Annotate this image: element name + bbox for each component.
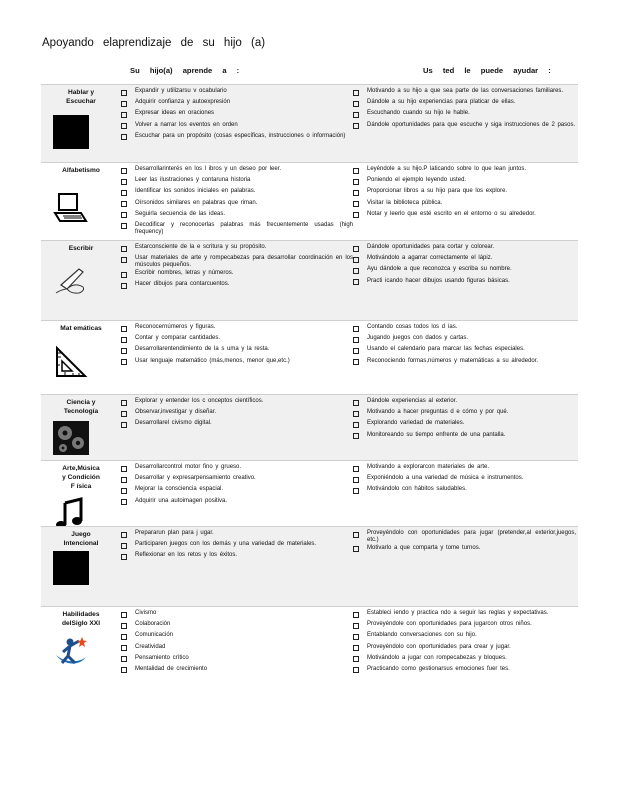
list-item bbox=[353, 255, 576, 266]
list-item-text: Escuchar para un propósito (cosas específicas, instrucciones o información) bbox=[135, 132, 346, 139]
list-item-text: Entablando conversaciones con su hijo. bbox=[367, 632, 477, 639]
how-to-help-list bbox=[353, 395, 578, 460]
list-item-text: Explorar y entender los c onceptos científicos. bbox=[135, 398, 264, 404]
black-square-icon bbox=[53, 551, 89, 585]
list-item-text: Prepararun plan para j ugar. bbox=[135, 530, 214, 536]
list-item bbox=[121, 335, 353, 346]
right-column-header: Us ted le puede ayudar : bbox=[423, 66, 551, 75]
checkbox-bullet-icon bbox=[353, 278, 367, 289]
list-item bbox=[121, 409, 353, 420]
list-item-text: Motivando a hacer preguntas d e cómo y por qué. bbox=[367, 409, 509, 416]
section-label: Arte,Música y Condición F ísica bbox=[62, 465, 100, 490]
list-item bbox=[121, 281, 353, 292]
section-row-mat-ematicas bbox=[41, 320, 578, 394]
list-item-text: Proveyéndolo con oportunidades para jugar (pretender,al exterior,juegos, etc.) bbox=[367, 530, 576, 544]
checkbox-bullet-icon bbox=[353, 432, 367, 443]
how-to-help-list bbox=[353, 241, 578, 320]
checkbox-bullet-icon bbox=[353, 409, 367, 420]
list-item bbox=[121, 632, 353, 643]
checkbox-bullet-icon bbox=[121, 177, 135, 188]
list-item bbox=[121, 188, 353, 199]
list-item bbox=[121, 177, 353, 188]
checkbox-bullet-icon bbox=[121, 99, 135, 110]
list-item bbox=[353, 88, 576, 99]
child-learns-list bbox=[121, 607, 353, 726]
list-item-text: Estarconsciente de la e scritura y su propósito. bbox=[135, 244, 267, 250]
section-label-cell bbox=[41, 241, 121, 320]
checkbox-bullet-icon bbox=[121, 122, 135, 133]
checkbox-bullet-icon bbox=[121, 621, 135, 632]
section-label-cell bbox=[41, 321, 121, 394]
list-item bbox=[353, 530, 576, 545]
section-row-escribir bbox=[41, 240, 578, 320]
list-item-text: Usando el calendario para marcar las fechas especiales. bbox=[367, 346, 525, 353]
list-item-text: Practi icando hacer dibujos usando figuras básicas. bbox=[367, 277, 510, 284]
list-item bbox=[121, 530, 353, 541]
list-item bbox=[353, 432, 576, 443]
list-item-text: Pensamiento crítico bbox=[135, 654, 189, 661]
checkbox-bullet-icon bbox=[353, 666, 367, 677]
list-item bbox=[353, 200, 576, 211]
checkbox-bullet-icon bbox=[121, 211, 135, 222]
list-item-text: Mejorar la consciencia espacial. bbox=[135, 486, 224, 493]
list-item-text: Colaboración bbox=[135, 621, 171, 628]
black-square-icon bbox=[53, 115, 89, 149]
checkbox-bullet-icon bbox=[353, 644, 367, 655]
checkbox-bullet-icon bbox=[121, 552, 135, 563]
checkbox-bullet-icon bbox=[121, 110, 135, 121]
list-item bbox=[121, 464, 353, 475]
list-item bbox=[121, 324, 353, 335]
list-item bbox=[353, 166, 576, 177]
list-item-text: Reflexionar en los retos y los éxitos. bbox=[135, 552, 238, 559]
list-item-text: Contar y comparar cantidades. bbox=[135, 335, 221, 342]
list-item-text: Explorando variedad de materiales. bbox=[367, 420, 465, 427]
list-item-text: Practicando como gestionarsus emociones fuer tes. bbox=[367, 665, 510, 672]
list-item-text: Reconociendo formas,números y matemáticas a su alrededor. bbox=[367, 357, 539, 364]
list-item-text: Observar,investigar y diseñar. bbox=[135, 409, 217, 416]
how-to-help-list bbox=[353, 321, 578, 394]
list-item bbox=[353, 177, 576, 188]
list-item bbox=[353, 358, 576, 369]
list-item bbox=[121, 666, 353, 677]
checkbox-bullet-icon bbox=[121, 409, 135, 420]
list-item-text: Leyéndole a su hijo.P laticando sobre lo que lean juntos. bbox=[367, 166, 526, 172]
section-row-habilidades-delsiglo-xxi bbox=[41, 606, 578, 726]
section-row-juego-intencional bbox=[41, 526, 578, 606]
list-item-text: Dándole experiencias al exterior. bbox=[367, 398, 458, 404]
list-item-text: Expandir y utilizarsu v ocabulario bbox=[135, 88, 227, 94]
section-row-hablar-y-escuchar bbox=[41, 84, 578, 162]
list-item bbox=[121, 110, 353, 121]
checkbox-bullet-icon bbox=[353, 530, 367, 545]
list-item-text: Desarrollarel civismo digital. bbox=[135, 420, 212, 427]
section-row-arte-musica-y-condicion-f-isica bbox=[41, 460, 578, 526]
list-item bbox=[121, 420, 353, 431]
list-item bbox=[121, 498, 353, 509]
list-item-text: Jugando juegos con dados y cartas. bbox=[367, 335, 469, 342]
list-item bbox=[121, 475, 353, 486]
list-item-text: Volver a narrar los eventos en orden bbox=[135, 121, 238, 128]
checkbox-bullet-icon bbox=[121, 498, 135, 509]
list-item bbox=[121, 255, 353, 270]
checkbox-bullet-icon bbox=[121, 200, 135, 211]
how-to-help-list bbox=[353, 85, 578, 162]
checkbox-bullet-icon bbox=[121, 655, 135, 666]
list-item-text: Decodificar y reconocerlas palabras más frecuentemente usadas (high frequency) bbox=[135, 221, 353, 236]
child-learns-list bbox=[121, 527, 353, 606]
checkbox-bullet-icon bbox=[121, 88, 135, 99]
list-item-text: Adquirir una autoimagen positiva. bbox=[135, 497, 228, 504]
checkbox-bullet-icon bbox=[353, 166, 367, 177]
checkbox-bullet-icon bbox=[121, 358, 135, 369]
checkbox-bullet-icon bbox=[353, 255, 367, 266]
list-item bbox=[121, 222, 353, 237]
section-label-cell bbox=[41, 163, 121, 240]
list-item bbox=[353, 346, 576, 357]
list-item-text: Dándole a su hijo experiencias para platicar de ellas. bbox=[367, 99, 516, 106]
checkbox-bullet-icon bbox=[353, 324, 367, 335]
checkbox-bullet-icon bbox=[121, 281, 135, 292]
checkbox-bullet-icon bbox=[353, 486, 367, 497]
activities-table bbox=[41, 84, 578, 726]
checkbox-bullet-icon bbox=[353, 420, 367, 431]
checkbox-bullet-icon bbox=[121, 255, 135, 270]
list-item-text: Escribir nombres, letras y números. bbox=[135, 270, 234, 277]
checkbox-bullet-icon bbox=[121, 244, 135, 255]
hand-writing-icon bbox=[53, 263, 89, 297]
list-item-text: Motivándolo a agarrar correctamente el lápiz. bbox=[367, 255, 493, 262]
checkbox-bullet-icon bbox=[121, 133, 135, 144]
list-item-text: Reconocernúmeros y figuras. bbox=[135, 324, 216, 330]
section-label: Escribir bbox=[68, 245, 94, 252]
section-row-ciencia-y-tecnologia bbox=[41, 394, 578, 460]
section-label-cell bbox=[41, 85, 121, 162]
section-label: Hablar y Escuchar bbox=[66, 89, 96, 105]
list-item bbox=[353, 420, 576, 431]
list-item bbox=[121, 88, 353, 99]
list-item bbox=[353, 621, 576, 632]
list-item-text: Exponiéndolo a una variedad de música e instrumentos. bbox=[367, 475, 524, 482]
list-item bbox=[121, 270, 353, 281]
list-item bbox=[121, 655, 353, 666]
checkbox-bullet-icon bbox=[121, 632, 135, 643]
checkbox-bullet-icon bbox=[121, 222, 135, 237]
list-item bbox=[353, 244, 576, 255]
list-item-text: Comunicación bbox=[135, 632, 174, 639]
section-label: Ciencia y Tecnología bbox=[63, 399, 99, 415]
list-item-text: Seguirla secuencia de las ideas. bbox=[135, 210, 226, 217]
list-item bbox=[121, 122, 353, 133]
list-item-text: Adquirir confianza y autoexpresión bbox=[135, 99, 231, 106]
list-item bbox=[353, 335, 576, 346]
list-item bbox=[353, 99, 576, 110]
list-item bbox=[121, 610, 353, 621]
list-item bbox=[353, 409, 576, 420]
ruler-triangle-icon bbox=[53, 345, 89, 379]
checkbox-bullet-icon bbox=[353, 475, 367, 486]
checkbox-bullet-icon bbox=[353, 335, 367, 346]
how-to-help-list bbox=[353, 163, 578, 240]
list-item bbox=[353, 110, 576, 121]
checkbox-bullet-icon bbox=[121, 666, 135, 677]
list-item-text: Ayu dándole a que reconozca y escriba su nombre. bbox=[367, 266, 512, 273]
checkbox-bullet-icon bbox=[121, 644, 135, 655]
checkbox-bullet-icon bbox=[353, 99, 367, 110]
list-item bbox=[353, 655, 576, 666]
list-item bbox=[353, 486, 576, 497]
section-label: Habilidades delSiglo XXI bbox=[61, 611, 101, 627]
list-item bbox=[353, 266, 576, 277]
list-item bbox=[121, 99, 353, 110]
checkbox-bullet-icon bbox=[353, 464, 367, 475]
list-item bbox=[121, 552, 353, 563]
section-label-cell bbox=[41, 461, 121, 526]
section-label: Mat emáticas bbox=[60, 325, 102, 332]
checkbox-bullet-icon bbox=[121, 324, 135, 335]
person-star-logo-icon bbox=[53, 635, 89, 669]
checkbox-bullet-icon bbox=[121, 541, 135, 552]
checkbox-bullet-icon bbox=[353, 211, 367, 222]
section-label: Juego Intencional bbox=[63, 531, 99, 547]
list-item-text: Desarrollar y expresarpensamiento creativo. bbox=[135, 475, 256, 482]
how-to-help-list bbox=[353, 461, 578, 526]
child-learns-list bbox=[121, 163, 353, 240]
list-item bbox=[121, 211, 353, 222]
list-item-text: Notar y leerlo que esté escrito en el entorno o su alrededor. bbox=[367, 210, 536, 217]
child-learns-list bbox=[121, 241, 353, 320]
checkbox-bullet-icon bbox=[121, 475, 135, 486]
list-item-text: Participaren juegos con los demás y una variedad de materiales. bbox=[135, 541, 317, 548]
checkbox-bullet-icon bbox=[121, 486, 135, 497]
section-label: Alfabetismo bbox=[62, 167, 100, 174]
gears-icon bbox=[53, 421, 89, 455]
list-item-text: Motivándolo con hábitos saludables. bbox=[367, 486, 467, 493]
list-item-text: Oírsonidos similares en palabras que riman. bbox=[135, 199, 258, 206]
checkbox-bullet-icon bbox=[353, 632, 367, 643]
list-item bbox=[353, 278, 576, 289]
checkbox-bullet-icon bbox=[121, 398, 135, 409]
child-learns-list bbox=[121, 395, 353, 460]
list-item-text: Estableci iendo y practica ndo a seguir las reglas y expectativas. bbox=[367, 610, 549, 616]
list-item-text: Desarrollarcontrol motor fino y grueso. bbox=[135, 464, 242, 470]
list-item-text: Civismo bbox=[135, 610, 157, 616]
section-label-cell bbox=[41, 395, 121, 460]
list-item-text: Usar lenguaje matemático (más,menos, menor que,etc.) bbox=[135, 357, 290, 364]
list-item-text: Motivando a su hijo a que sea parte de las conversaciones familiares. bbox=[367, 88, 564, 94]
section-row-alfabetismo bbox=[41, 162, 578, 240]
checkbox-bullet-icon bbox=[353, 621, 367, 632]
list-item bbox=[353, 211, 576, 222]
section-label-cell bbox=[41, 527, 121, 606]
checkbox-bullet-icon bbox=[353, 398, 367, 409]
checkbox-bullet-icon bbox=[353, 610, 367, 621]
list-item bbox=[121, 644, 353, 655]
list-item bbox=[353, 475, 576, 486]
checkbox-bullet-icon bbox=[121, 530, 135, 541]
list-item-text: Proveyéndole con oportunidades para jugarcon otros niños. bbox=[367, 621, 532, 628]
list-item bbox=[121, 346, 353, 357]
list-item-text: Usar materiales de arte y rompecabezas para desarrollar coordinación en los músculos pequeños. bbox=[135, 255, 353, 269]
checkbox-bullet-icon bbox=[353, 244, 367, 255]
checkbox-bullet-icon bbox=[121, 346, 135, 357]
list-item-text: Hacer dibujos para contarcuentos. bbox=[135, 281, 230, 288]
list-item-text: Poniendo el ejemplo leyendo usted. bbox=[367, 177, 467, 184]
checkbox-bullet-icon bbox=[353, 655, 367, 666]
child-learns-list bbox=[121, 85, 353, 162]
checkbox-bullet-icon bbox=[353, 88, 367, 99]
list-item-text: Motivándolo a jugar con rompecabezas y bloques. bbox=[367, 654, 507, 661]
list-item-text: Leer las ilustraciones y contaruna historia bbox=[135, 177, 251, 184]
checkbox-bullet-icon bbox=[353, 346, 367, 357]
checkbox-bullet-icon bbox=[121, 610, 135, 621]
list-item-text: Monitoreando su tiempo enfrente de una pantalla. bbox=[367, 431, 506, 438]
child-learns-list bbox=[121, 461, 353, 526]
page-title: Apoyando elaprendizaje de su hijo (a) bbox=[42, 37, 266, 49]
list-item-text: Expresar ideas en oraciones bbox=[135, 110, 215, 117]
checkbox-bullet-icon bbox=[353, 545, 367, 556]
checkbox-bullet-icon bbox=[121, 166, 135, 177]
checkbox-bullet-icon bbox=[121, 188, 135, 199]
checkbox-bullet-icon bbox=[353, 200, 367, 211]
checkbox-bullet-icon bbox=[353, 177, 367, 188]
list-item bbox=[121, 166, 353, 177]
list-item-text: Identificar los sonidos iniciales en palabras. bbox=[135, 188, 256, 195]
list-item bbox=[121, 244, 353, 255]
child-learns-list bbox=[121, 321, 353, 394]
list-item-text: Motivando a explorarcon materiales de arte. bbox=[367, 464, 490, 470]
list-item bbox=[121, 621, 353, 632]
list-item-text: Escuchando cuando su hijo le hable. bbox=[367, 110, 470, 117]
list-item-text: Visitar la biblioteca pública. bbox=[367, 199, 443, 206]
laptop-icon bbox=[53, 191, 89, 225]
list-item bbox=[121, 486, 353, 497]
list-item bbox=[353, 610, 576, 621]
list-item-text: Proveyéndolo con oportunidades para crear y jugar. bbox=[367, 643, 511, 650]
how-to-help-list bbox=[353, 607, 578, 726]
list-item bbox=[353, 632, 576, 643]
checkbox-bullet-icon bbox=[353, 266, 367, 277]
list-item bbox=[121, 200, 353, 211]
list-item bbox=[121, 398, 353, 409]
list-item-text: Desarrollarinterés en los l ibros y un deseo por leer. bbox=[135, 166, 282, 172]
list-item bbox=[353, 398, 576, 409]
list-item bbox=[353, 324, 576, 335]
list-item bbox=[353, 644, 576, 655]
checkbox-bullet-icon bbox=[353, 122, 367, 133]
list-item bbox=[353, 545, 576, 556]
list-item bbox=[353, 464, 576, 475]
list-item bbox=[121, 541, 353, 552]
how-to-help-list bbox=[353, 527, 578, 606]
section-label-cell bbox=[41, 607, 121, 726]
checkbox-bullet-icon bbox=[353, 188, 367, 199]
list-item-text: Contando cosas todos los d ías. bbox=[367, 324, 458, 330]
list-item-text: Desarrollarentendimiento de la s uma y la resta. bbox=[135, 346, 270, 353]
list-item-text: Creatividad bbox=[135, 643, 166, 650]
list-item-text: Dándole oportunidades para cortar y colorear. bbox=[367, 244, 495, 250]
list-item bbox=[121, 358, 353, 369]
list-item-text: Motivarlo a que comparta y tome turnos. bbox=[367, 544, 481, 551]
list-item bbox=[353, 188, 576, 199]
checkbox-bullet-icon bbox=[353, 110, 367, 121]
checkbox-bullet-icon bbox=[121, 420, 135, 431]
list-item-text: Mentalidad de crecimiento bbox=[135, 665, 208, 672]
list-item bbox=[121, 133, 353, 144]
list-item bbox=[353, 666, 576, 677]
list-item-text: Dándole oportunidades para que escuche y siga instrucciones de 2 pasos. bbox=[367, 121, 576, 128]
checkbox-bullet-icon bbox=[353, 358, 367, 369]
left-column-header: Su hijo(a) aprende a : bbox=[130, 66, 240, 75]
checkbox-bullet-icon bbox=[121, 335, 135, 346]
checkbox-bullet-icon bbox=[121, 270, 135, 281]
list-item bbox=[353, 122, 576, 133]
checkbox-bullet-icon bbox=[121, 464, 135, 475]
list-item-text: Proporcionar libros a su hijo para que los explore. bbox=[367, 188, 508, 195]
